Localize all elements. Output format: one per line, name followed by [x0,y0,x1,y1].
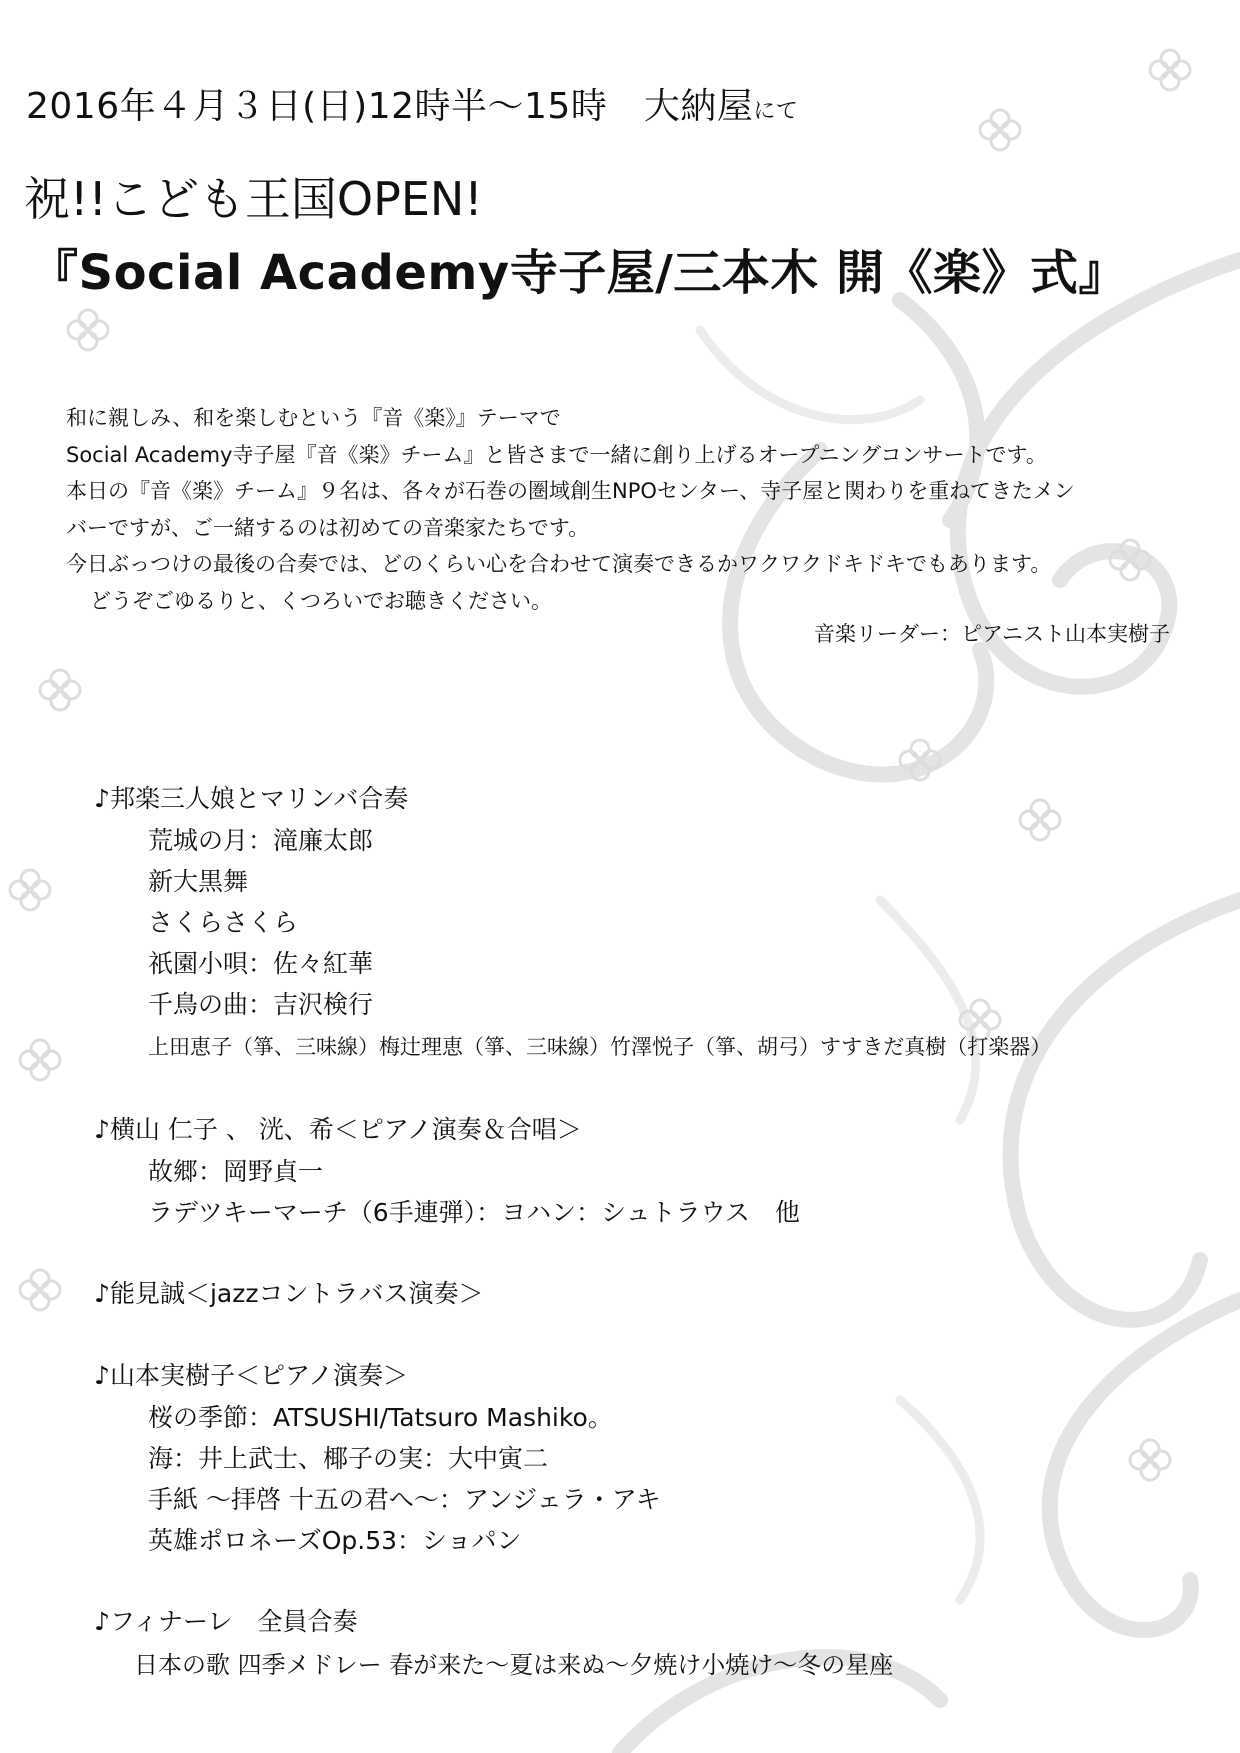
program-item: 荒城の月：滝廉太郎 [148,826,374,855]
datetime-main: 2016年４月３日(日)12時半〜15時 大納屋 [26,86,754,127]
program-item: ラデツキーマーチ（6手連弾）：ヨハン：シュトラウス 他 [148,1198,800,1227]
section-title: ♪フィナーレ 全員合奏 [94,1607,358,1636]
intro-line: バーですが、ご一緒するのは初めての音楽家たちです。 [66,515,590,540]
program-item: 日本の歌 四季メドレー 春が来た〜夏は来ぬ〜夕焼け小焼け〜冬の星座 [134,1651,894,1679]
program-item: さくらさくら [148,908,299,937]
intro-line: どうぞごゆるりと、くつろいでお聴きください。 [90,588,552,613]
section-title: ♪横山 仁子 、 洸、希＜ピアノ演奏＆合唱＞ [94,1115,582,1144]
program-item: 海：井上武士、椰子の実：大中寅二 [148,1444,549,1473]
performers: 上田恵子（箏、三味線）梅辻理恵（箏、三味線）竹澤悦子（箏、胡弓）すすきだ真樹（打楽器） [148,1035,1052,1059]
program-section [94,1273,1051,1315]
program-item: 英雄ポロネーズOp.53：ショパン [148,1526,522,1555]
program-item: 桜の季節：ATSUSHI/Tatsuro Mashiko。 [148,1403,613,1432]
page-title: 祝!!こども王国OPEN! [24,172,483,226]
program-list [94,778,1051,1727]
page-subtitle: 『Social Academy寺子屋/三本木 開《楽》式』 [30,245,1127,301]
section-title: ♪能見誠＜jazzコントラバス演奏＞ [94,1279,484,1308]
program-section [94,1601,1051,1687]
program-item: 祇園小唄：佐々紅華 [148,949,374,978]
program-section [94,1109,1051,1233]
event-datetime [26,78,798,129]
program-item: 手紙 〜拝啓 十五の君へ〜：アンジェラ・アキ [148,1485,661,1514]
program-item: 故郷：岡野貞一 [148,1157,324,1186]
section-title: ♪邦楽三人娘とマリンバ合奏 [94,784,409,813]
datetime-suffix: にて [753,99,799,124]
program-section [94,1355,1051,1561]
section-title: ♪山本実樹子＜ピアノ演奏＞ [94,1361,408,1390]
intro-line: 本日の『音《楽》チーム』９名は、各々が石巻の圏域創生NPOセンター、寺子屋と関わりを重ねてきたメン [66,479,1075,503]
music-leader: 音楽リーダー：ピアニスト山本実樹子 [814,622,1170,646]
program-section [94,778,1051,1069]
program-item: 新大黒舞 [148,867,249,896]
intro-line: Social Academy寺子屋『音《楽》チーム』と皆さまで一緒に創り上げるオープニングコンサートです。 [66,442,1047,467]
program-item: 千鳥の曲：吉沢検行 [148,990,374,1019]
intro-line: 和に親しみ、和を楽しむという『音《楽》』テーマで [66,406,561,430]
intro-paragraph [66,400,1075,619]
intro-line: 今日ぶっつけの最後の合奏では、どのくらい心を合わせて演奏できるかワクワクドキドキでもあります。 [66,552,1052,576]
